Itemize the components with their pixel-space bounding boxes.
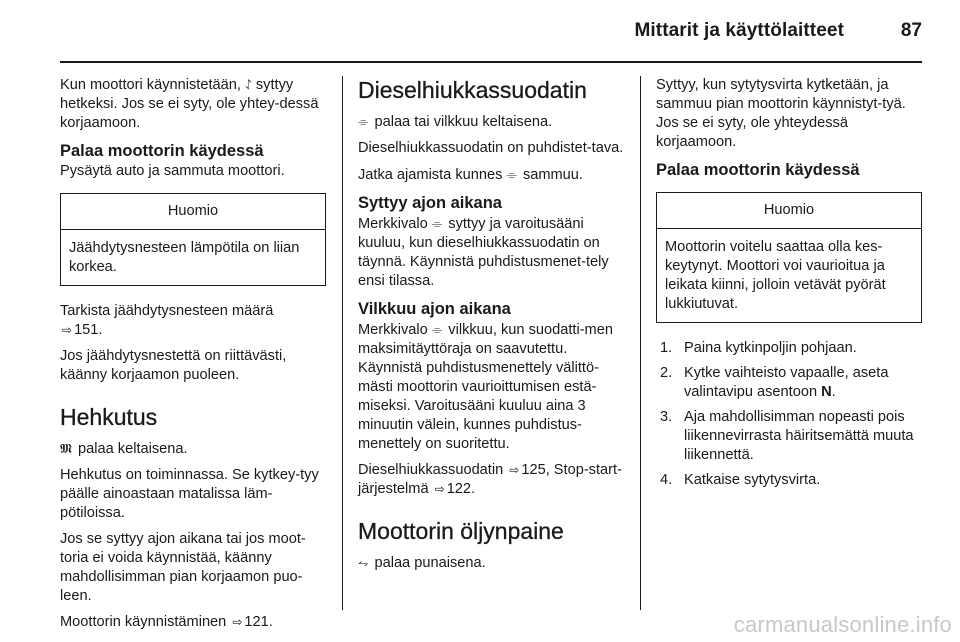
section-heading: Palaa moottorin käydessä xyxy=(656,161,860,179)
column-divider xyxy=(640,76,641,610)
page-ref-arrow-icon: ⇨ xyxy=(232,615,243,629)
section-heading: Hehkutus xyxy=(60,404,158,430)
list-item: 1. Paina kytkinpoljin pohjaan. xyxy=(660,340,857,356)
paragraph: ⌯ palaa tai vilkkuu keltaisena. xyxy=(358,114,553,130)
note-text: Moottorin voitelu saattaa olla kes-keytynyt. Moottori voi vaurioitua ja leikata kiinni, jolloin vetävät pyörät lukkiutuvat. xyxy=(665,239,886,312)
list-item: 4. Katkaise sytytysvirta. xyxy=(660,472,821,488)
column-divider xyxy=(342,76,343,610)
column-1 xyxy=(60,76,326,639)
page-ref-arrow-icon: ⇨ xyxy=(434,482,445,496)
paragraph: ⥊ palaa punaisena. xyxy=(358,555,486,571)
paragraph: Tarkista jäähdytysnesteen määrä ⇨ 151. xyxy=(60,303,274,338)
paragraph: Jos se syttyy ajon aikana tai jos moot-toria ei voida käynnistää, käänny mahdollisimman pian korjaamon puo-leen. xyxy=(60,531,306,604)
paragraph: Hehkutus on toiminnassa. Se kytkey-tyy päälle ainoastaan matalissa läm-pötiloissa. xyxy=(60,467,319,521)
diesel-filter-icon: ⌯ xyxy=(431,322,443,337)
note-box xyxy=(656,192,922,323)
note-title: Huomio xyxy=(61,194,325,230)
paragraph: Jatka ajamista kunnes ⌯ sammuu. xyxy=(358,167,583,183)
column-2 xyxy=(358,76,624,580)
chapter-title: Mittarit ja käyttölaitteet xyxy=(634,20,844,41)
column-3 xyxy=(656,76,922,496)
section-heading: Syttyy ajon aikana xyxy=(358,194,502,212)
paragraph: Kun moottori käynnistetään, ⥌ syttyy hetkeksi. Jos se ei syty, ole yhtey-dessä korjaamoon. xyxy=(60,77,319,131)
diesel-filter-icon: ⌯ xyxy=(358,114,369,129)
paragraph: Merkkivalo ⌯ syttyy ja varoitusääni kuuluu, kun dieselhiukkassuodatin on täynnä. Käynnistä puhdistusmenet-tely ensi tilassa. xyxy=(358,216,609,289)
paragraph: Dieselhiukkassuodatin ⇨ 125, Stop-start-järjestelmä ⇨ 122. xyxy=(358,462,622,497)
diesel-filter-icon: ⌯ xyxy=(506,167,517,182)
list-item: 3. Aja mahdollisimman nopeasti pois liikennevirrasta häiritsemättä muuta liikennettä. xyxy=(660,409,914,463)
page-ref-arrow-icon: ⇨ xyxy=(62,323,73,337)
note-box xyxy=(60,193,326,286)
paragraph: 𝕸 palaa keltaisena. xyxy=(60,441,188,457)
oil-pressure-icon: ⥊ xyxy=(358,555,369,570)
list-item: 2. Kytke vaihteisto vapaalle, aseta valintavipu asentoon N. xyxy=(660,365,889,400)
paragraph: Merkkivalo ⌯ vilkkuu, kun suodatti-men maksimitäyttöraja on saavutettu. Käynnistä puhdistusmenettely välittö-mästi moottorin vaurioittumisen estä-miseksi. Varoitusääni kuuluu aina 3 minuutin välein, kunnes puhdistus-menettely on suoritettu. xyxy=(358,322,613,452)
note-text: Jäähdytysnesteen lämpötila on liian korkea. xyxy=(69,240,300,275)
watermark: carmanualsonline.info xyxy=(733,612,952,637)
paragraph: Pysäytä auto ja sammuta moottori. xyxy=(60,163,285,179)
paragraph: Moottorin käynnistäminen ⇨ 121. xyxy=(60,614,273,630)
glow-plug-icon: 𝕸 xyxy=(60,441,72,456)
section-heading: Vilkkuu ajon aikana xyxy=(358,300,511,318)
page-header xyxy=(60,14,922,54)
section-heading: Dieselhiukkassuodatin xyxy=(358,77,587,103)
section-heading: Moottorin öljynpaine xyxy=(358,518,564,544)
steps-list xyxy=(656,339,922,490)
paragraph: Dieselhiukkassuodatin on puhdistet-tava. xyxy=(358,140,624,156)
note-title: Huomio xyxy=(657,193,921,229)
page-ref-arrow-icon: ⇨ xyxy=(509,463,520,477)
header-rule xyxy=(60,61,922,63)
paragraph: Syttyy, kun sytytysvirta kytketään, ja sammuu pian moottorin käynnistyt-tyä. Jos se ei syty, ole yhteydessä korjaamoon. xyxy=(656,77,906,150)
paragraph: Jos jäähdytysnestettä on riittävästi, käänny korjaamon puoleen. xyxy=(60,348,287,383)
page-number: 87 xyxy=(900,20,922,41)
diesel-filter-icon: ⌯ xyxy=(431,216,443,231)
section-heading: Palaa moottorin käydessä xyxy=(60,142,264,160)
